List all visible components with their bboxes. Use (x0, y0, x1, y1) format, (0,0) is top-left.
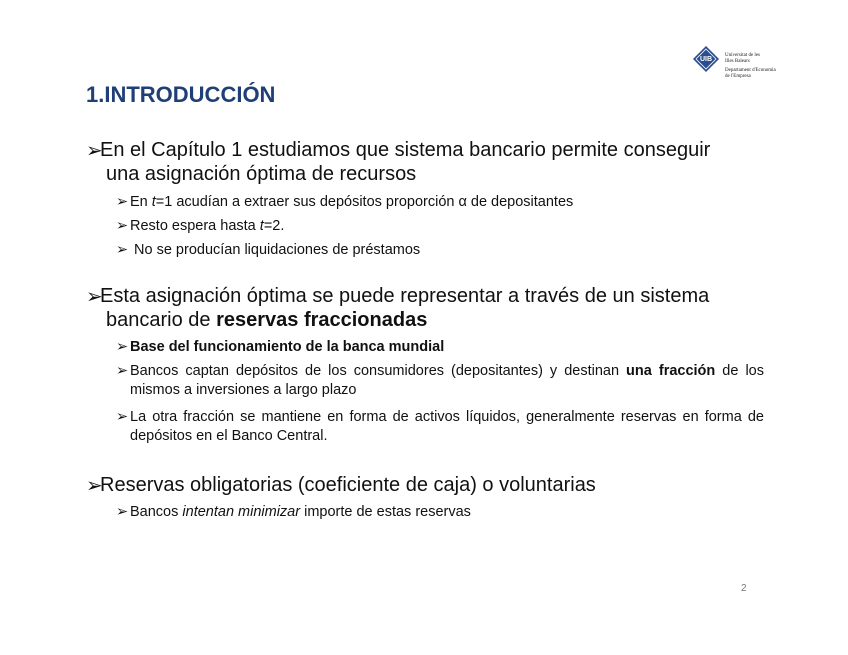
sub-text-italic: t (151, 194, 156, 210)
sub-bullet-1-1 (116, 193, 764, 212)
sub-text: La otra fracción se mantiene en forma de activos líquidos, generalmente reservas en forma de depósitos en el Banco Central. (130, 409, 764, 444)
bullet-1 (86, 138, 766, 186)
sub-text: importe de estas reservas (300, 504, 471, 520)
logo-text (725, 53, 776, 79)
logo-line-3: Departament d'Economia (725, 68, 776, 73)
slide-title: 1.INTRODUCCIÓN (86, 82, 276, 107)
sub-bullet-2-3 (116, 408, 764, 446)
bullet-2-line-a: Esta asignación óptima se puede representar a través de un sistema (100, 285, 710, 307)
sub-bullet-1-2 (116, 217, 764, 236)
sub-text-italic: intentan minimizar (182, 504, 301, 520)
sub-text: de los mismos a inversiones a largo plazo (130, 363, 764, 398)
sub-text-italic: t (259, 218, 264, 234)
sub-text-bold: una (626, 363, 652, 379)
sub-bullet-2-2 (116, 362, 764, 400)
sub-bullet-1-3 (116, 241, 764, 260)
bullet-3-line-a: Reservas obligatorias (coeficiente de caja) o voluntarias (100, 474, 596, 496)
sub-bullet-2-1 (116, 338, 764, 357)
logo-line-1: Universitat de les (725, 53, 760, 58)
sub-arrow-icon: ➢ (116, 363, 129, 379)
logo-monogram: UIB (699, 55, 713, 63)
bullet-arrow-icon: ➢ (86, 284, 103, 308)
sub-text: =2. (263, 218, 285, 234)
bullet-3 (86, 473, 766, 497)
sub-arrow-icon: ➢ (116, 409, 129, 425)
sub-text: En (130, 194, 152, 210)
sub-bullet-3-1 (116, 503, 764, 522)
sub-arrow-icon: ➢ (116, 504, 129, 520)
logo-line-4: de l'Empresa (725, 73, 751, 79)
sub-arrow-icon: ➢ (116, 218, 129, 234)
logo-line-2: Illes Balears (725, 58, 750, 64)
sub-arrow-icon: ➢ (116, 242, 129, 258)
university-logo (692, 45, 802, 85)
sub-text: Bancos captan depósitos de los consumidores (depositantes) y destinan (130, 363, 627, 379)
bullet-1-line-b: una asignación óptima de recursos (106, 163, 417, 185)
sub-text: =1 acudían a extraer sus depósitos proporción α de depositantes (155, 194, 574, 210)
sub-arrow-icon: ➢ (116, 194, 129, 210)
bullet-arrow-icon: ➢ (86, 138, 103, 162)
bullet-2-line-b-pre: bancario de (106, 309, 217, 331)
sub-arrow-icon: ➢ (116, 339, 129, 355)
bullet-arrow-icon: ➢ (86, 473, 103, 497)
sub-text: Resto espera hasta (130, 218, 260, 234)
bullet-1-line-a: En el Capítulo 1 estudiamos que sistema bancario permite conseguir (100, 139, 711, 161)
sub-text: No se producían liquidaciones de préstamos (130, 242, 421, 258)
sub-text-bold: Base del funcionamiento de la banca mundial (130, 339, 445, 355)
sub-text-bold: fracción (658, 363, 716, 379)
bullet-2 (86, 284, 766, 332)
bullet-2-line-b-bold: reservas fraccionadas (216, 309, 428, 331)
sub-text: Bancos (130, 504, 183, 520)
page-number: 2 (741, 583, 747, 594)
